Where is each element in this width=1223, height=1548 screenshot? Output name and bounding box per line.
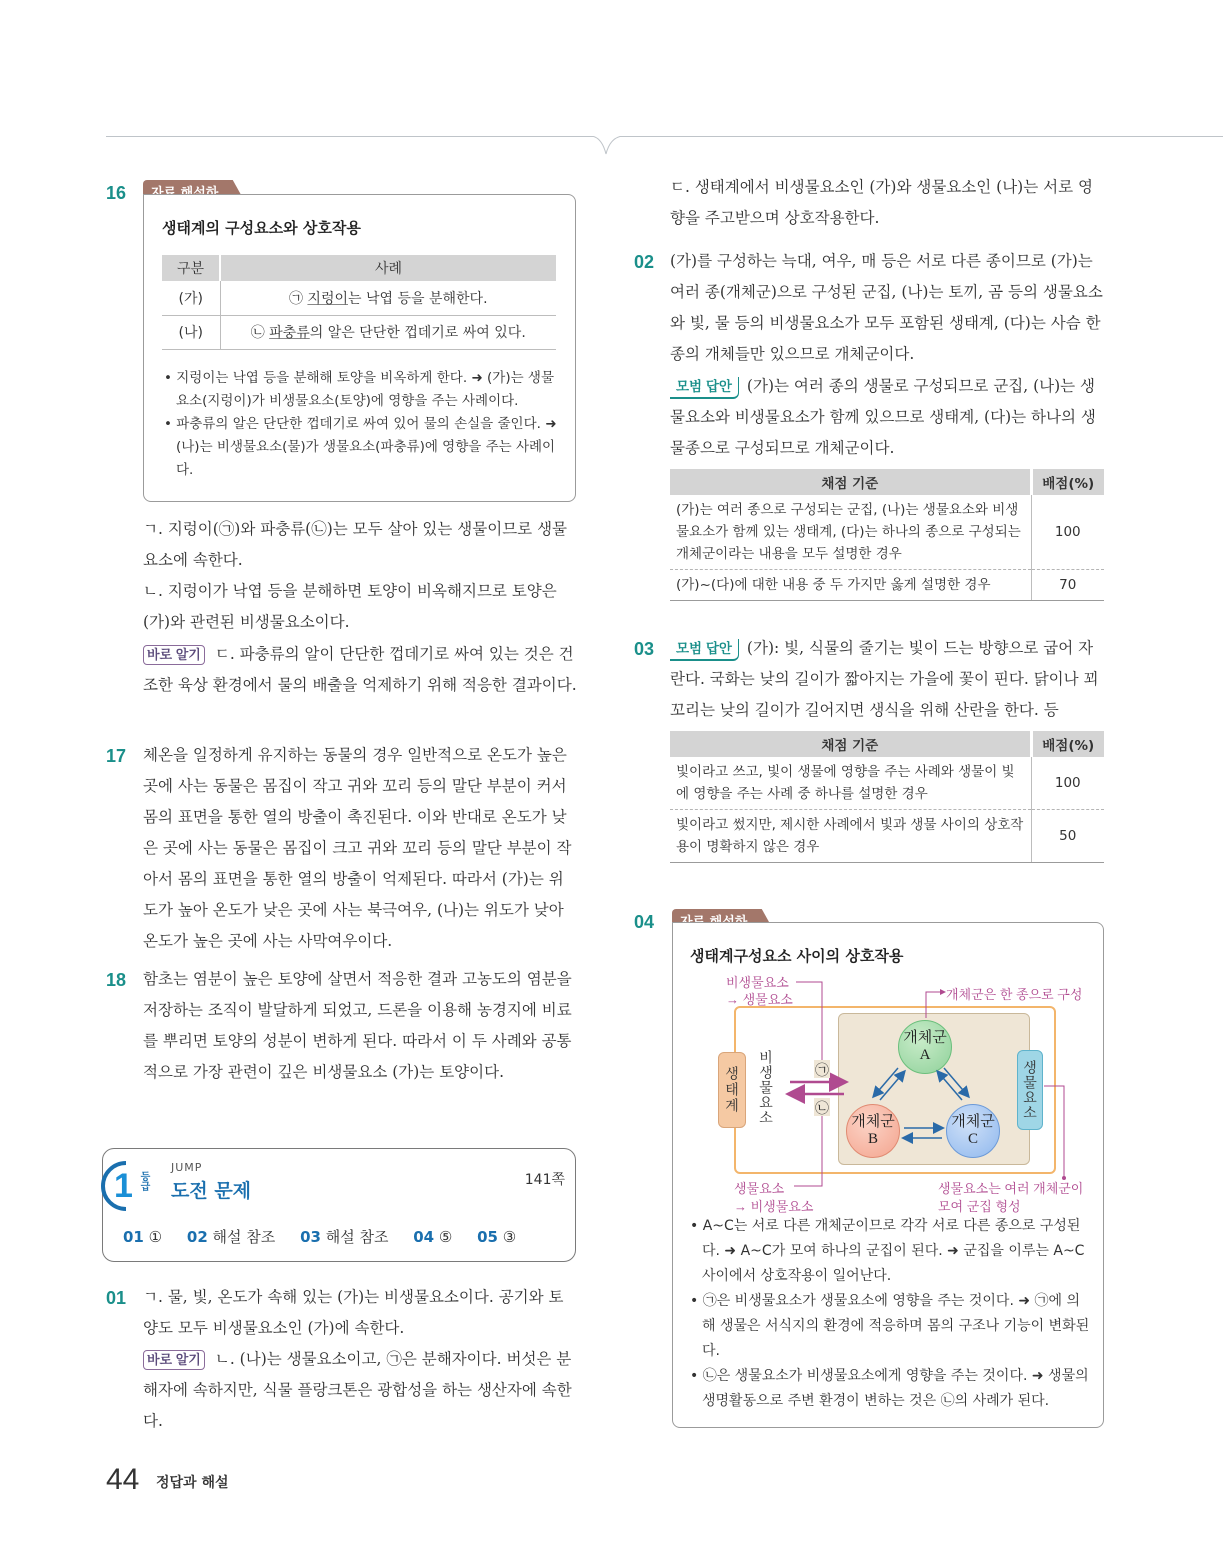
row-rest: 의 알은 단단한 껍데기로 싸여 있다. [309, 325, 526, 341]
biotic-label: 생물요소 [1022, 1060, 1038, 1120]
baro-label: 바로 알기 [143, 645, 205, 665]
jump-small-label: JUMP [171, 1161, 203, 1174]
answer-16-para-1: ㄱ. 지렁이(㉠)와 파충류(㉡)는 모두 살아 있는 생물이므로 생물요소에 속한다. [143, 520, 568, 569]
label-abiotic-to-biotic-2: → 생물요소 [726, 992, 793, 1007]
population-b-letter: B [867, 1131, 878, 1147]
abiotic-label: 비생물요소 [758, 1050, 774, 1125]
grading-score: 70 [1031, 570, 1104, 601]
answer-16-para-2: ㄴ. 지렁이가 낙엽 등을 분해하면 토양이 비옥해지므로 토양은 (가)와 관련된 비생물요소이다. [143, 582, 557, 631]
jump-answer-02: 02 해설 참조 [186, 1228, 276, 1246]
leader-top-right [926, 992, 944, 1018]
grade-badge [107, 1165, 155, 1205]
row-mark: ㉠ [288, 290, 303, 307]
population-a-label: 개체군 [903, 1030, 947, 1046]
row-key: (나) [162, 315, 220, 349]
grading-criteria: (가)는 여러 종으로 구성되는 군집, (나)는 생물요소와 비생물요소가 함께 있는 생태계, (다)는 하나의 종으로 구성되는 개체군이라는 내용을 모두 설명한 경우 [670, 495, 1031, 570]
footer-label: 정답과 해설 [156, 1475, 229, 1491]
ecosystem-label: 생태계 [724, 1066, 740, 1114]
example-header-category: 구분 [162, 255, 220, 281]
label-single-species: 개체군은 한 종으로 구성 [946, 987, 1083, 1002]
jump-page: 141쪽 [524, 1172, 565, 1188]
grading-criteria: 빛이라고 쓰고, 빛이 생물에 영향을 주는 사례와 생물이 빛에 영향을 주는 사례 중 하나를 설명한 경우 [670, 757, 1031, 810]
grading-criteria: (가)~(다)에 대한 내용 중 두 가지만 옳게 설명한 경우 [670, 570, 1031, 601]
grading-header-score: 배점(%) [1031, 469, 1104, 495]
table-row [162, 315, 556, 349]
model-answer-label: 모범 답안 [670, 639, 739, 661]
grading-header-score: 배점(%) [1031, 731, 1104, 757]
arrow-a-to-c [944, 1068, 968, 1096]
row-case [220, 315, 556, 349]
row-rest: 는 낙엽 등을 분해한다. [348, 290, 488, 307]
question-number-18: 18 [106, 970, 127, 990]
analysis-title-16: 생태계의 구성요소와 상호작용 [162, 219, 361, 237]
leader-top-left [796, 982, 822, 1060]
row-mark: ㉡ [250, 325, 265, 341]
row-subject: 지렁이 [307, 290, 348, 307]
answer-02-model [670, 371, 1104, 464]
answer-16-para-3-text: ㄷ. 파충류의 알이 단단한 껍데기로 싸여 있는 것은 건조한 육상 환경에서 물의 배출을 억제하기 위해 적응한 결과이다. [143, 645, 577, 694]
grading-score: 50 [1031, 810, 1104, 863]
analysis-bullets-16 [164, 367, 562, 482]
population-a-letter: A [919, 1047, 931, 1063]
answer-01-para-2-text: ㄴ. (나)는 생물요소이고, ㉠은 분해자이다. 버섯은 분해자에 속하지만, 식물 플랑크톤은 광합성을 하는 생산자에 속한다. [143, 1350, 572, 1430]
analysis-bullets-04 [690, 1214, 1090, 1414]
label-abiotic-to-biotic-1: 비생물요소 [726, 975, 789, 990]
leader-bottom-right [1044, 1086, 1064, 1178]
jump-answer-04: 04 ⑤ [413, 1228, 453, 1246]
svg-text:1: 1 [114, 1167, 133, 1205]
table-row [670, 495, 1104, 570]
answer-01-para-3: ㄷ. 생태계에서 비생물요소인 (가)와 생물요소인 (나)는 서로 영향을 주고받으며 상호작용한다. [670, 178, 1093, 227]
population-c-letter: C [967, 1131, 978, 1147]
model-answer-label: 모범 답안 [670, 377, 739, 399]
answer-02-model-text: (가)는 여러 종의 생물로 구성되므로 군집, (나)는 생물요소와 비생물요소가 함께 있으므로 생태계, (다)는 하나의 생물종으로 구성되므로 개체군이다. [670, 377, 1096, 457]
bullet-item: • A~C는 서로 다른 개체군이므로 각각 서로 다른 종으로 구성된다. ➜ A~C가 모여 하나의 군집이 된다. ➜ 군집을 이루는 A~C 사이에서 상호작용이 일어난다. [690, 1218, 1085, 1284]
answer-16-para-3 [143, 639, 577, 701]
table-row [162, 281, 556, 315]
jump-title: 도전 문제 [171, 1180, 252, 1202]
grading-score: 100 [1031, 757, 1104, 810]
jump-answer-05: 05 ③ [477, 1228, 517, 1246]
baro-label: 바로 알기 [143, 1350, 205, 1370]
mark-2: ㉡ [814, 1098, 830, 1116]
population-b-label: 개체군 [851, 1114, 895, 1130]
top-rule-right [620, 136, 1223, 137]
table-row [670, 757, 1104, 810]
example-header-case: 사례 [220, 255, 556, 281]
question-number-17: 17 [106, 746, 127, 766]
jump-answer-03: 03 해설 참조 [300, 1228, 389, 1246]
question-number-02: 02 [634, 252, 655, 272]
bullet-item: • 파충류의 알은 단단한 껍데기로 싸여 있어 물의 손실을 줄인다. ➜ (나)는 비생물요소(물)가 생물요소(파충류)에 영향을 주는 사례이다. [164, 416, 557, 478]
leader-bottom-left [794, 1108, 822, 1186]
table-row [670, 570, 1104, 601]
jump-challenge-box [102, 1148, 576, 1262]
label-biotic-to-abiotic-2: → 비생물요소 [734, 1199, 814, 1214]
jump-answers [123, 1226, 516, 1247]
row-subject: 파충류 [269, 325, 310, 341]
row-key: (가) [162, 281, 220, 315]
answer-01-para-1: ㄱ. 물, 빛, 온도가 속해 있는 (가)는 비생물요소이다. 공기와 토양도 모두 비생물요소인 (가)에 속한다. [143, 1288, 564, 1337]
answer-18-text: 함초는 염분이 높은 토양에 살면서 적응한 결과 고농도의 염분을 저장하는 조직이 발달하게 되었고, 드론을 이용해 농경지에 비료를 뿌리면 토양의 성분이 변하게 된다. 따라서 이 두 사례와 공통적으로 가장 관련이 깊은 비생물요소 (가)는 토양이다. [143, 970, 572, 1081]
label-biotic-to-abiotic-1: 생물요소 [734, 1181, 785, 1196]
page-fold-curve [590, 136, 624, 176]
jump-answer-01: 01 ① [123, 1228, 163, 1246]
arrow-c-to-a [938, 1072, 962, 1100]
grading-table-02 [670, 469, 1104, 601]
answer-01-para-2 [143, 1344, 577, 1437]
grading-score: 100 [1031, 495, 1104, 570]
top-rule-left [106, 136, 593, 137]
grading-header-criteria: 채점 기준 [670, 731, 1031, 757]
question-number-03: 03 [634, 639, 655, 659]
table-row [670, 810, 1104, 863]
answer-02-text: (가)를 구성하는 늑대, 여우, 매 등은 서로 다른 종이므로 (가)는 여러 종(개체군)으로 구성된 군집, (나)는 토끼, 곰 등의 생물요소와 빛, 물 등의 비생물요소가 모두 포함된 생태계, (다)는 사슴 한 종의 개체들만 있으므로 개체군이다. [670, 252, 1103, 363]
grading-criteria: 빛이라고 썼지만, 제시한 사례에서 빛과 생물 사이의 상호작용이 명확하지 않은 경우 [670, 810, 1031, 863]
bullet-item: • ㉠은 비생물요소가 생물요소에 영향을 주는 것이다. ➜ ㉠에 의해 생물은 서식지의 환경에 적응하며 몸의 구조나 기능이 변화된다. [690, 1293, 1090, 1359]
question-number-01: 01 [106, 1288, 127, 1308]
bullet-item: • 지렁이는 낙엽 등을 분해해 토양을 비옥하게 한다. ➜ (가)는 생물요소(지렁이)가 비생물요소(토양)에 영향을 주는 사례이다. [164, 370, 554, 409]
question-number-16: 16 [106, 183, 127, 203]
bullet-item: • ㉡은 생물요소가 비생물요소에게 영향을 주는 것이다. ➜ 생물의 생명활동으로 주변 환경이 변하는 것은 ㉡의 사례가 된다. [690, 1368, 1089, 1409]
population-c-label: 개체군 [951, 1114, 995, 1130]
answer-17-text: 체온을 일정하게 유지하는 동물의 경우 일반적으로 온도가 높은 곳에 사는 동물은 몸집이 작고 귀와 꼬리 등의 말단 부분이 커서 몸의 표면을 통한 열의 방출이 촉진된다. 이와 반대로 온도가 낮은 곳에 사는 동물은 몸집이 크고 귀와 꼬리 등의 말단 부분이 작아서 몸의 표면을 통한 열의 방출이 억제된다. 따라서 (가)는 위도가 높아 온도가 낮은 곳에 사는 북극여우, (나)는 위도가 낮아 온도가 높은 곳에 사는 사막여우이다. [143, 746, 572, 950]
mark-1: ㉠ [814, 1060, 830, 1078]
page-number: 44 [106, 1463, 140, 1496]
grading-header-criteria: 채점 기준 [670, 469, 1031, 495]
answer-03-model-text: (가): 빛, 식물의 줄기는 빛이 드는 방향으로 굽어 자란다. 국화는 낮의 길이가 짧아지는 가을에 꽃이 핀다. 닭이나 꾀꼬리는 낮의 길이가 길어지면 생식을 위해 산란을 한다. 등 [670, 639, 1099, 719]
grading-table-03 [670, 731, 1104, 863]
grade-badge-sub: 등급 [138, 1171, 149, 1191]
question-number-04: 04 [634, 912, 655, 932]
interaction-diagram [672, 968, 1102, 1216]
label-community-2: 모여 군집 형성 [938, 1199, 1021, 1214]
answer-03-model [670, 633, 1104, 726]
analysis-title-04: 생태계구성요소 사이의 상호작용 [690, 947, 904, 965]
arrow-a-to-b [874, 1068, 898, 1096]
example-table [162, 255, 556, 350]
arrow-b-to-a [880, 1072, 904, 1100]
row-case [220, 281, 556, 315]
label-community-1: 생물요소는 여러 개체군이 [938, 1181, 1084, 1196]
analysis-box-16 [143, 194, 576, 502]
